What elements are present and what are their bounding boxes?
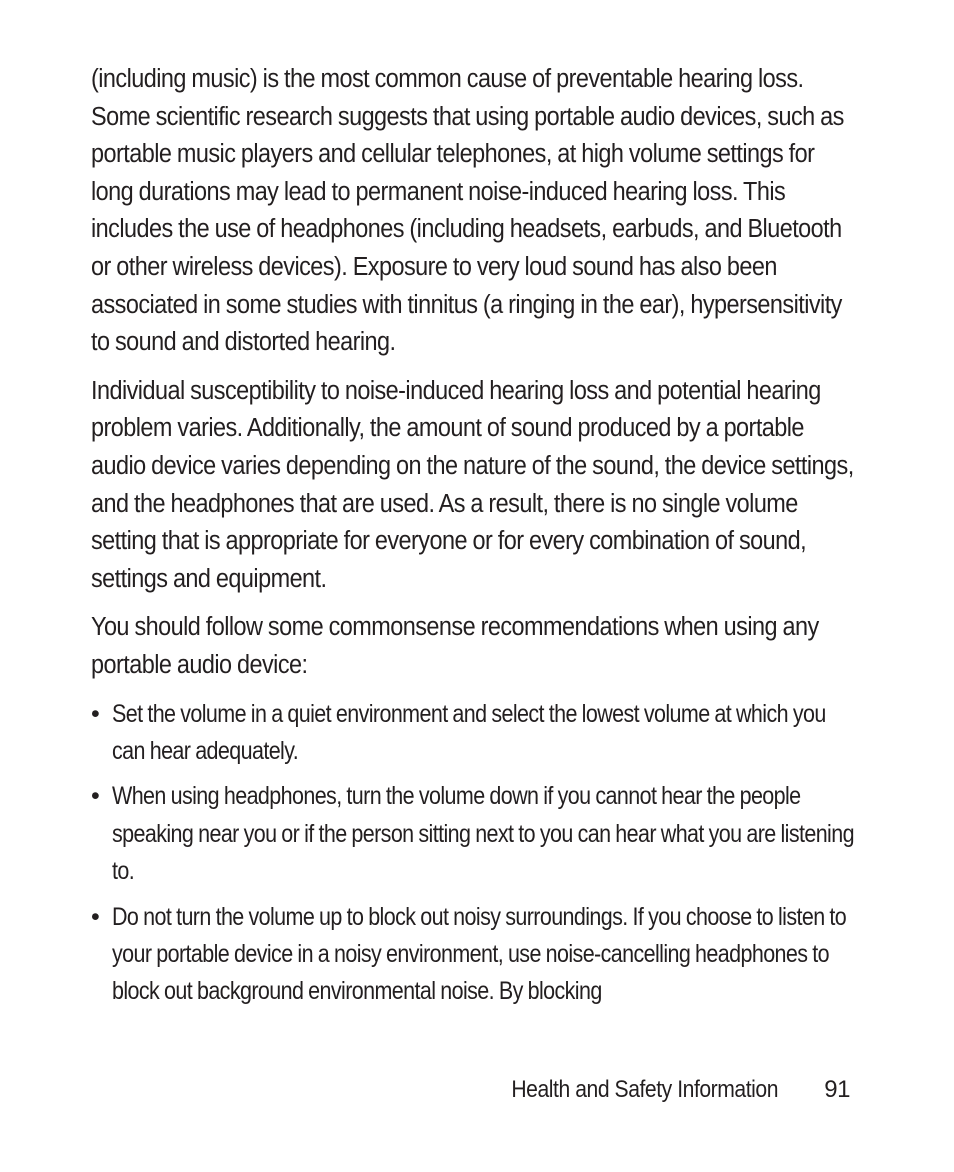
bullet-icon: • (91, 782, 100, 811)
page-number: 91 (824, 1076, 850, 1103)
list-item (91, 899, 861, 1011)
list-item-text: Do not turn the volume up to block out noisy surroundings. If you choose to listen to your portable device in a noisy environment, use noise-cancelling headphones to block out background environmental noise. By blocking (112, 902, 847, 1006)
paragraph-recommendations-intro: You should follow some commonsense recommendations when using any portable audio device: (91, 613, 819, 679)
paragraph-hearing-loss-causes: (including music) is the most common cause of preventable hearing loss. Some scientific research suggests that using portable audio devices, such as portable music players and cellular telephones, at high volume settings for long durations may lead to permanent noise-induced hearing loss. This includes the use of headphones (including headsets, earbuds, and Bluetooth or other wireless devices). Exposure to very loud sound has also been associated in some studies with tinnitus (a ringing in the ear), hypersensitivity to sound and distorted hearing. (91, 65, 844, 357)
list-item-text: When using headphones, turn the volume down if you cannot hear the people speaking near you or if the person sitting next to you can hear what you are listening to. (112, 782, 854, 886)
bullet-icon: • (91, 699, 100, 728)
bullet-icon: • (91, 902, 100, 931)
paragraph-individual-susceptibility: Individual susceptibility to noise-induced hearing loss and potential hearing problem varies. Additionally, the amount of sound produced by a portable audio device varies depending on the nature of the sound, the device settings, and the headphones that are used. As a result, there is no single volume setting that is appropriate for everyone or for every combination of sound, settings and equipment. (91, 376, 854, 593)
recommendations-list (91, 696, 861, 1011)
list-item (91, 778, 861, 890)
page-body (91, 61, 861, 1019)
footer-section-title: Health and Safety Information (511, 1076, 778, 1103)
page-footer (0, 1073, 954, 1107)
list-item-text: Set the volume in a quiet environment and select the lowest volume at which you can hear adequately. (112, 699, 826, 765)
list-item (91, 696, 861, 771)
